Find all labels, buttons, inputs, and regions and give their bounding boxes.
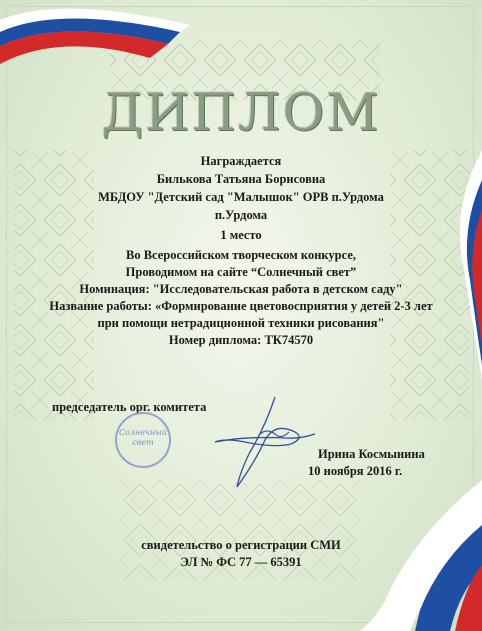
organization-name: МБДОУ "Детский сад "Малышок" ОРВ п.Урдома — [98, 190, 384, 204]
contest-line-2: Проводимом на сайте “Солнечный свет” — [125, 265, 357, 279]
stamp-text-1: Солнечный — [119, 428, 167, 437]
organization-stamp — [115, 412, 171, 468]
recipient-name: Билькова Татьяна Борисовна — [156, 172, 326, 186]
nomination-text: Номинация: "Исследовательская работа в детском саду" — [79, 282, 403, 296]
work-title-line-2: при помощи нетрадиционной техники рисования" — [97, 316, 385, 330]
awarded-text: Награждается — [200, 154, 282, 168]
locality-text: п.Урдома — [214, 208, 268, 222]
work-title-line-1: Название работы: «Формирование цветовосприятия у детей 2-3 лет — [49, 299, 433, 313]
chairman-label: председатель орг. комитета — [52, 400, 207, 414]
registration-number: ЭЛ № ФС 77 — 65391 — [180, 555, 302, 569]
stamp-text-2: свет — [132, 438, 154, 447]
registration-label: свидетельство о регистрации СМИ — [141, 538, 341, 552]
signer-name: Ирина Космынина — [318, 447, 425, 461]
diploma-title: ДИПЛОМ — [101, 84, 381, 143]
diploma-number: Номер диплома: ТК74570 — [168, 333, 314, 347]
signature-mark — [205, 392, 325, 492]
signature-date: 10 ноября 2016 г. — [308, 464, 403, 478]
contest-line-1: Во Всероссийском творческом конкурсе, — [125, 248, 356, 262]
place-text: 1 место — [220, 228, 262, 242]
